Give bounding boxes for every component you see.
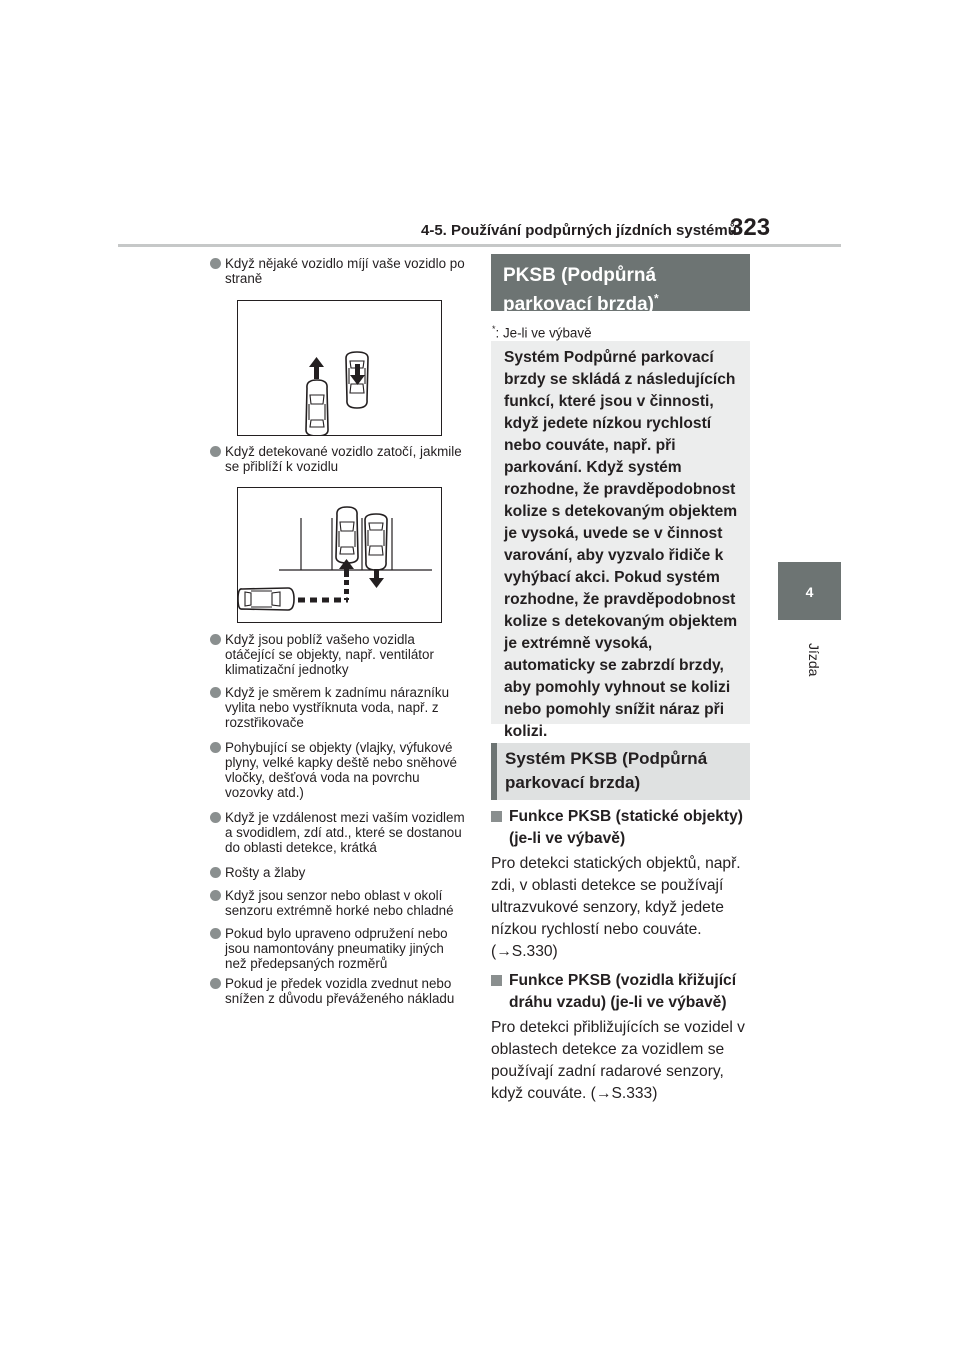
list-item: Když detekované vozidlo zatočí, jakmile se přiblíží k vozidlu <box>210 444 468 474</box>
intro-text: Systém Podpůrné parkovací brzdy se skládá z následujících funkcí, které jsou v činnosti, když jedete nízkou rychlostí nebo couváte, např. při parkování. Když systém rozhodne, že pravděpodobnost kolize s detekovaným objektem je vysoká, uvede se v činnost varování, aby vyzvalo řidiče k vyhýbací akci. Pokud systém rozhodne, že pravděpodobnost kolize s detekovaným objektem je extrémně vysoká, automaticky se zabrzdí brzdy, aby pomohly vyhnout se kolizi nebo pomohly snížit náraz při kolizi. <box>504 349 738 740</box>
subheading-text: Systém PKSB (Podpůrná parkovací brzda) <box>505 749 708 792</box>
bullet-icon <box>210 742 221 753</box>
list-item: Pokud je předek vozidla zvednut nebo snížen z důvodu převáženého nákladu <box>210 976 468 1006</box>
chapter-label: Jízda <box>806 643 822 677</box>
chapter-tab <box>778 562 841 620</box>
section-heading-mark: * <box>654 291 659 306</box>
footnote <box>492 324 592 340</box>
chapter-number: 4 <box>805 584 814 600</box>
passing-vehicle-illustration <box>238 301 441 435</box>
bullet-icon <box>210 867 221 878</box>
turning-vehicle-illustration <box>238 488 441 622</box>
footnote-text: : Je-li ve výbavě <box>495 325 592 341</box>
list-item: Když jsou senzor nebo oblast v okolí senzoru extrémně horké nebo chladné <box>210 888 468 918</box>
bullet-icon <box>210 258 221 269</box>
figure-passing-vehicle <box>237 300 442 436</box>
square-bullet-icon <box>491 975 502 986</box>
section-heading-text: PKSB (Podpůrná parkovací brzda) <box>503 265 657 315</box>
square-bullet-icon <box>491 811 502 822</box>
list-item: Rošty a žlaby <box>210 865 468 880</box>
feature-body: Pro detekci statických objektů, např. zdi, v oblasti detekce se používají ultrazvukové senzory, když jedete nízkou rychlostí nebo couváte. (→S.330) <box>491 855 741 960</box>
bullet-icon <box>210 978 221 989</box>
bullet-icon <box>210 812 221 823</box>
bullet-icon <box>210 890 221 901</box>
subheading <box>491 743 750 800</box>
list-item: Když je vzdálenost mezi vaším vozidlem a svodidlem, zdí atd., které se dostanou do oblasti detekce, krátká <box>210 810 468 855</box>
footnote-mark: * <box>492 324 496 334</box>
page-number: 323 <box>730 214 771 241</box>
bullet-icon <box>210 446 221 457</box>
list-item: Když je směrem k zadnímu nárazníku vylita nebo vystříknuta voda, např. z rozstřikovače <box>210 685 468 730</box>
intro-box <box>491 341 750 740</box>
section-heading <box>491 254 750 315</box>
feature-body: Pro detekci přibližujících se vozidel v oblastech detekce za vozidlem se používají zadní radarové senzory, když couváte. (→S.333) <box>491 1019 745 1102</box>
figure-turning-vehicle <box>237 487 442 623</box>
header-rule <box>118 244 841 247</box>
bullet-icon <box>210 687 221 698</box>
section-title: 4-5. Používání podpůrných jízdních systémů <box>421 222 737 239</box>
list-item: Pohybující se objekty (vlajky, výfukové plyny, velké kapky deště nebo sněhové vločky, dešťová voda na povrchu vozovky atd.) <box>210 740 468 800</box>
bullet-icon <box>210 634 221 645</box>
feature-title: Funkce PKSB (statické objekty) (je-li ve výbavě) <box>491 806 753 850</box>
list-item: Když jsou poblíž vašeho vozidla otáčející se objekty, např. ventilátor klimatizační jednotky <box>210 632 468 677</box>
bullet-icon <box>210 928 221 939</box>
list-item: Když nějaké vozidlo míjí vaše vozidlo po straně <box>210 256 468 286</box>
feature-title: Funkce PKSB (vozidla křižující dráhu vzadu) (je-li ve výbavě) <box>491 970 753 1014</box>
list-item: Pokud bylo upraveno odpružení nebo jsou namontovány pneumatiky jiných než předepsaných rozměrů <box>210 926 468 971</box>
